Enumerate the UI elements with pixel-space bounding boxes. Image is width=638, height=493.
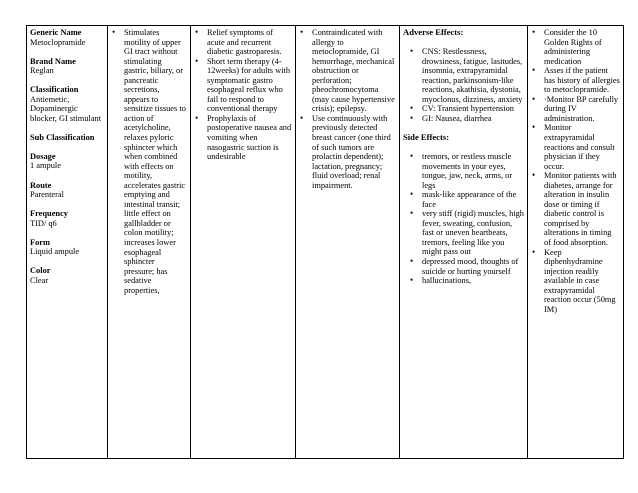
form-value: Liquid ampule — [30, 247, 80, 257]
list-item: • Keep diphenhydramine injection readily available in case extrapyramidal reaction occur (50mg IM) — [531, 248, 620, 315]
mechanism-cell — [108, 26, 191, 459]
indications-cell — [191, 26, 296, 459]
route-label: Route — [30, 180, 52, 190]
color-label: Color — [30, 266, 51, 276]
drug-info-cell — [27, 26, 108, 459]
list-item: • ·Monitor BP carefully during IV administration. — [531, 95, 620, 124]
frequency-label: Frequency — [30, 209, 68, 219]
mechanism-list — [111, 28, 187, 295]
list-item: • hallucinations, — [409, 276, 524, 286]
list-item: • Stimulates motility of upper GI tract without stimulating gastric, biliary, or pancreatic secretions, appears to sensitize tissues to action of acetylcholine, relaxes pyloric sphincter which when combined with effects on motility, accelerates gastric emptying and intestinal transit; little effect on gallbladder or colon motility; increases lower esophageal sphincter pressure; has sedative properties, — [111, 28, 187, 295]
list-item: • Short term therapy (4-12weeks) for adults with symptomatic gastro esophageal reflux who fail to respond to conventional therapy — [194, 57, 292, 114]
route-value: Parenteral — [30, 190, 64, 200]
list-item: • CNS: Restlessness, drowsiness, fatigue, lasitudes, insomnia, extrapyramidal reaction, parkinsonism-like reactions, akathisia, dystonia, myoclonus, dizziness, anxiety — [409, 47, 524, 104]
list-item: • Prophylaxis of postoperative nausea and vomiting when nasogastric suction is undesirable — [194, 114, 292, 162]
brand-name-value: Reglan — [30, 66, 54, 76]
list-item: • depressed mood, thoughts of suicide or hurting yourself — [409, 257, 524, 276]
list-item: • Consider the 10 Golden Rights of administering medication — [531, 28, 620, 66]
classification-value: Antiemetic, Dopaminergic blocker, GI stimulant — [30, 94, 102, 123]
nursing-responsibilities-cell — [528, 26, 624, 459]
contraindications-cell — [296, 26, 400, 459]
list-item: • mask-like appearance of the face — [409, 190, 524, 209]
list-item: • Use continuously with previously detected breast cancer (one third of such tumors are prolactin dependent); lactation, pregnancy; fluid overload; renal impairment. — [299, 114, 396, 190]
generic-name-label: Generic Name — [30, 28, 82, 37]
drug-study-table — [26, 25, 624, 459]
generic-name-value: Metoclopramide — [30, 37, 86, 47]
list-item: • Monitor extrapyramidal reactions and consult physician if they occur. — [531, 123, 620, 171]
list-item: • Asses if the patient has history of allergies to metoclopramide. — [531, 66, 620, 95]
contraindications-list — [299, 28, 396, 190]
nursing-responsibilities-list — [531, 28, 620, 314]
dosage-label: Dosage — [30, 151, 56, 161]
side-effects-list — [409, 152, 524, 286]
indications-list — [194, 28, 292, 162]
list-item: • tremors, or restless muscle movements in your eyes, tongue, jaw, neck, arms, or legs — [409, 152, 524, 190]
side-effects-heading: Side Effects: — [403, 131, 450, 142]
table-row — [27, 26, 624, 459]
adverse-effects-list — [409, 47, 524, 123]
adverse-effects-heading: Adverse Effects: — [403, 27, 464, 37]
color-value: Clear — [30, 275, 49, 285]
list-item: • Relief symptoms of acute and recurrent diabetic gastroparesis. — [194, 28, 292, 57]
list-item: • very stiff (rigid) muscles, high fever, sweating, confusion, fast or uneven heartbeats, tremors, feeling like you might pass out — [409, 209, 524, 257]
list-item: • GI: Nausea, diarrhea — [409, 114, 524, 124]
classification-label: Classification — [30, 85, 79, 95]
list-item: • CV: Transient hypertension — [409, 104, 524, 114]
frequency-value: TID/ q6 — [30, 218, 57, 228]
brand-name-label: Brand Name — [30, 56, 76, 66]
list-item: • Contraindicated with allergy to metoclopramide, GI hemorrhage, mechanical obstruction or perforation; pheochromocytoma (may cause hypertensive crisis); epilepsy. — [299, 28, 396, 114]
list-item: • Monitor patients with diabetes, arrange for alteration in insulin dose or timing if diabetic control is comprised by alterations in timing of food absorption. — [531, 171, 620, 247]
form-label: Form — [30, 237, 50, 247]
sub-classification-label: Sub Classification — [30, 132, 95, 142]
dosage-value: 1 ampule — [30, 161, 61, 171]
effects-cell — [400, 26, 528, 459]
